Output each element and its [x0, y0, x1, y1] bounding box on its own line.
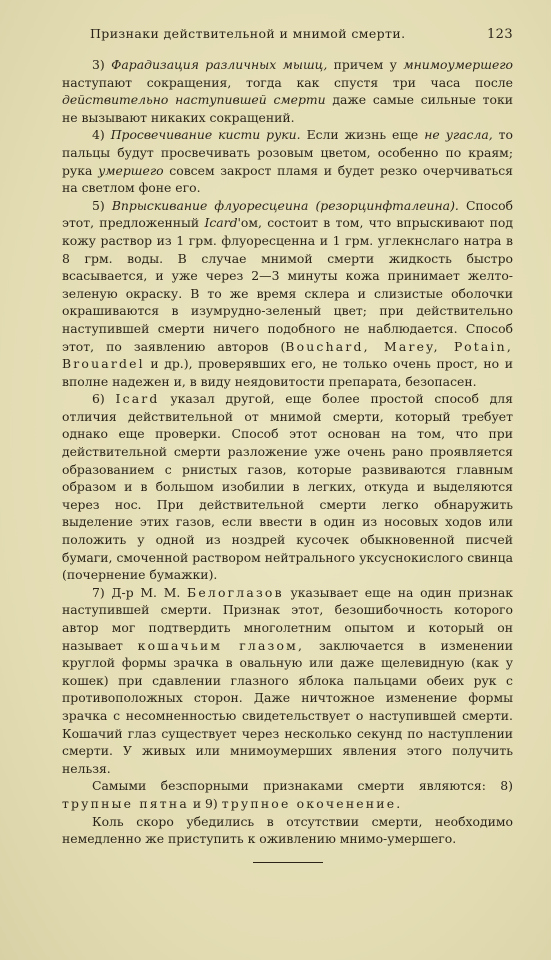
text-run: Если жизнь еще: [300, 127, 425, 143]
text-run: то пальцы будут просвечивать розовым цветом, особенно по краям; рука: [62, 127, 513, 178]
text-run: ом, состоит в том, что впрыскивают под кожу раствор из 1 грм. флуоресценна и 1 грм. углекнслаго натра в 8 грм. воды. В случае мнимой смерти жидкость быстро всасывается, и уже через 2—3 минуты кожа принимает желто-зеленую окраску. В то же время склера и слизистые оболочки окрашиваются в изумрудно-зеленый цвет; при действительно наступившей смерти ничего подобного не наблюдается. Способ этот, по заявлению авторов (: [62, 215, 513, 354]
paragraph: [62, 777, 513, 812]
text-run: 3): [92, 57, 112, 72]
italic-emphasis: Впрыскивание флуоресцеина (резорцинфталеина).: [111, 197, 459, 213]
paragraph: [62, 56, 513, 126]
paragraph: [62, 197, 513, 391]
text-run: Самыми безспорными признаками смерти являются: 8): [92, 778, 513, 794]
spaced-emphasis: Icard: [115, 391, 160, 407]
spaced-emphasis: Белоглазов: [187, 584, 284, 600]
text-run: и 9): [188, 795, 222, 811]
italic-emphasis: умершего: [98, 162, 164, 178]
spaced-emphasis: Bouchard, Marey, Potain, Brouardel: [62, 338, 513, 372]
text-run: причем у: [327, 57, 404, 72]
italic-emphasis: мнимоумершего: [403, 57, 513, 72]
text-run: совсем закрост пламя и будет резко очерчиваться на светлом фоне его.: [62, 162, 513, 196]
text-run: наступают сокращения, тогда как спустя три часа после: [62, 74, 513, 90]
spaced-emphasis: трупные пятна: [62, 795, 189, 811]
text-run: указывает еще на один признак наступившей смерти. Признак этот, безошибочность которого автор мог подтвердить многолетним опытом и который он называет: [62, 584, 513, 653]
italic-emphasis: не угасла,: [424, 127, 493, 143]
italic-emphasis: Просвечивание кисти руки.: [110, 127, 301, 143]
closing-rule: [253, 862, 323, 863]
text-run: Коль скоро убедились в отсутствии смерти, необходимо немедленно же приступить к оживлению мнимо-умершего.: [62, 813, 513, 847]
italic-emphasis: Фарадизация различных мышц,: [111, 57, 328, 72]
paragraph: [62, 584, 513, 778]
page-number: 123: [486, 27, 513, 42]
text-run: 5): [92, 197, 112, 213]
spaced-emphasis: трупное окоченение.: [221, 795, 403, 811]
body-text: [62, 56, 513, 848]
spaced-emphasis: кошачьим глазом,: [137, 637, 305, 653]
text-run: 6): [92, 391, 116, 407]
text-run: заключается в изменении круглой формы зрачка в овальную или даже щелевидную (как у кошек) при сдавлении глазного яблока пальцами обеих рук с противоположных сторон. Даже ничтожное изменение формы зрачка с несомненностью свидетельствует о наступившей смерти. Кошачий глаз существует через несколько секунд по наступлении смерти. У живых или мнимоумерших явления этого получить нельзя.: [62, 637, 513, 776]
paragraph: [62, 390, 513, 584]
text-run: 7) Д-р М. М.: [92, 584, 188, 600]
text-run: и др.), проверявших его, не только очень прост, но и вполне надежен и, в виду неядовитости препарата, безопасен.: [62, 356, 513, 389]
italic-emphasis: действительно наступившей смерти: [62, 92, 326, 108]
text-run: Способ этот, предложенный: [62, 197, 513, 231]
text-run: 4): [92, 127, 111, 143]
italic-emphasis: Icard': [204, 215, 241, 231]
text-run: указал другой, еще более простой способ для отличия действительной от мнимой смерти, который требует однако еще проверки. Способ этот основан на том, что при действительной смерти разложение уже очень рано проявляется образованием с рнистых газов, которые развиваются главным образом и в большом изобилии в легких, откуда и выделяются через нос. При действительной смерти легко обнаружить выделение этих газов, если ввести в один из носовых ходов или положить у одной из ноздрей кусочек обыкновенной писчей бумаги, смоченной раствором нейтрального уксуснокислого свинца (почернение бумажки).: [62, 391, 513, 583]
running-head: [62, 26, 513, 42]
text-run: даже самые сильные токи не вызывают никаких сокращений.: [62, 92, 514, 125]
paragraph: [62, 126, 513, 196]
paragraph: [62, 813, 513, 848]
running-title: Признаки действительной и мнимой смерти.: [90, 26, 406, 41]
